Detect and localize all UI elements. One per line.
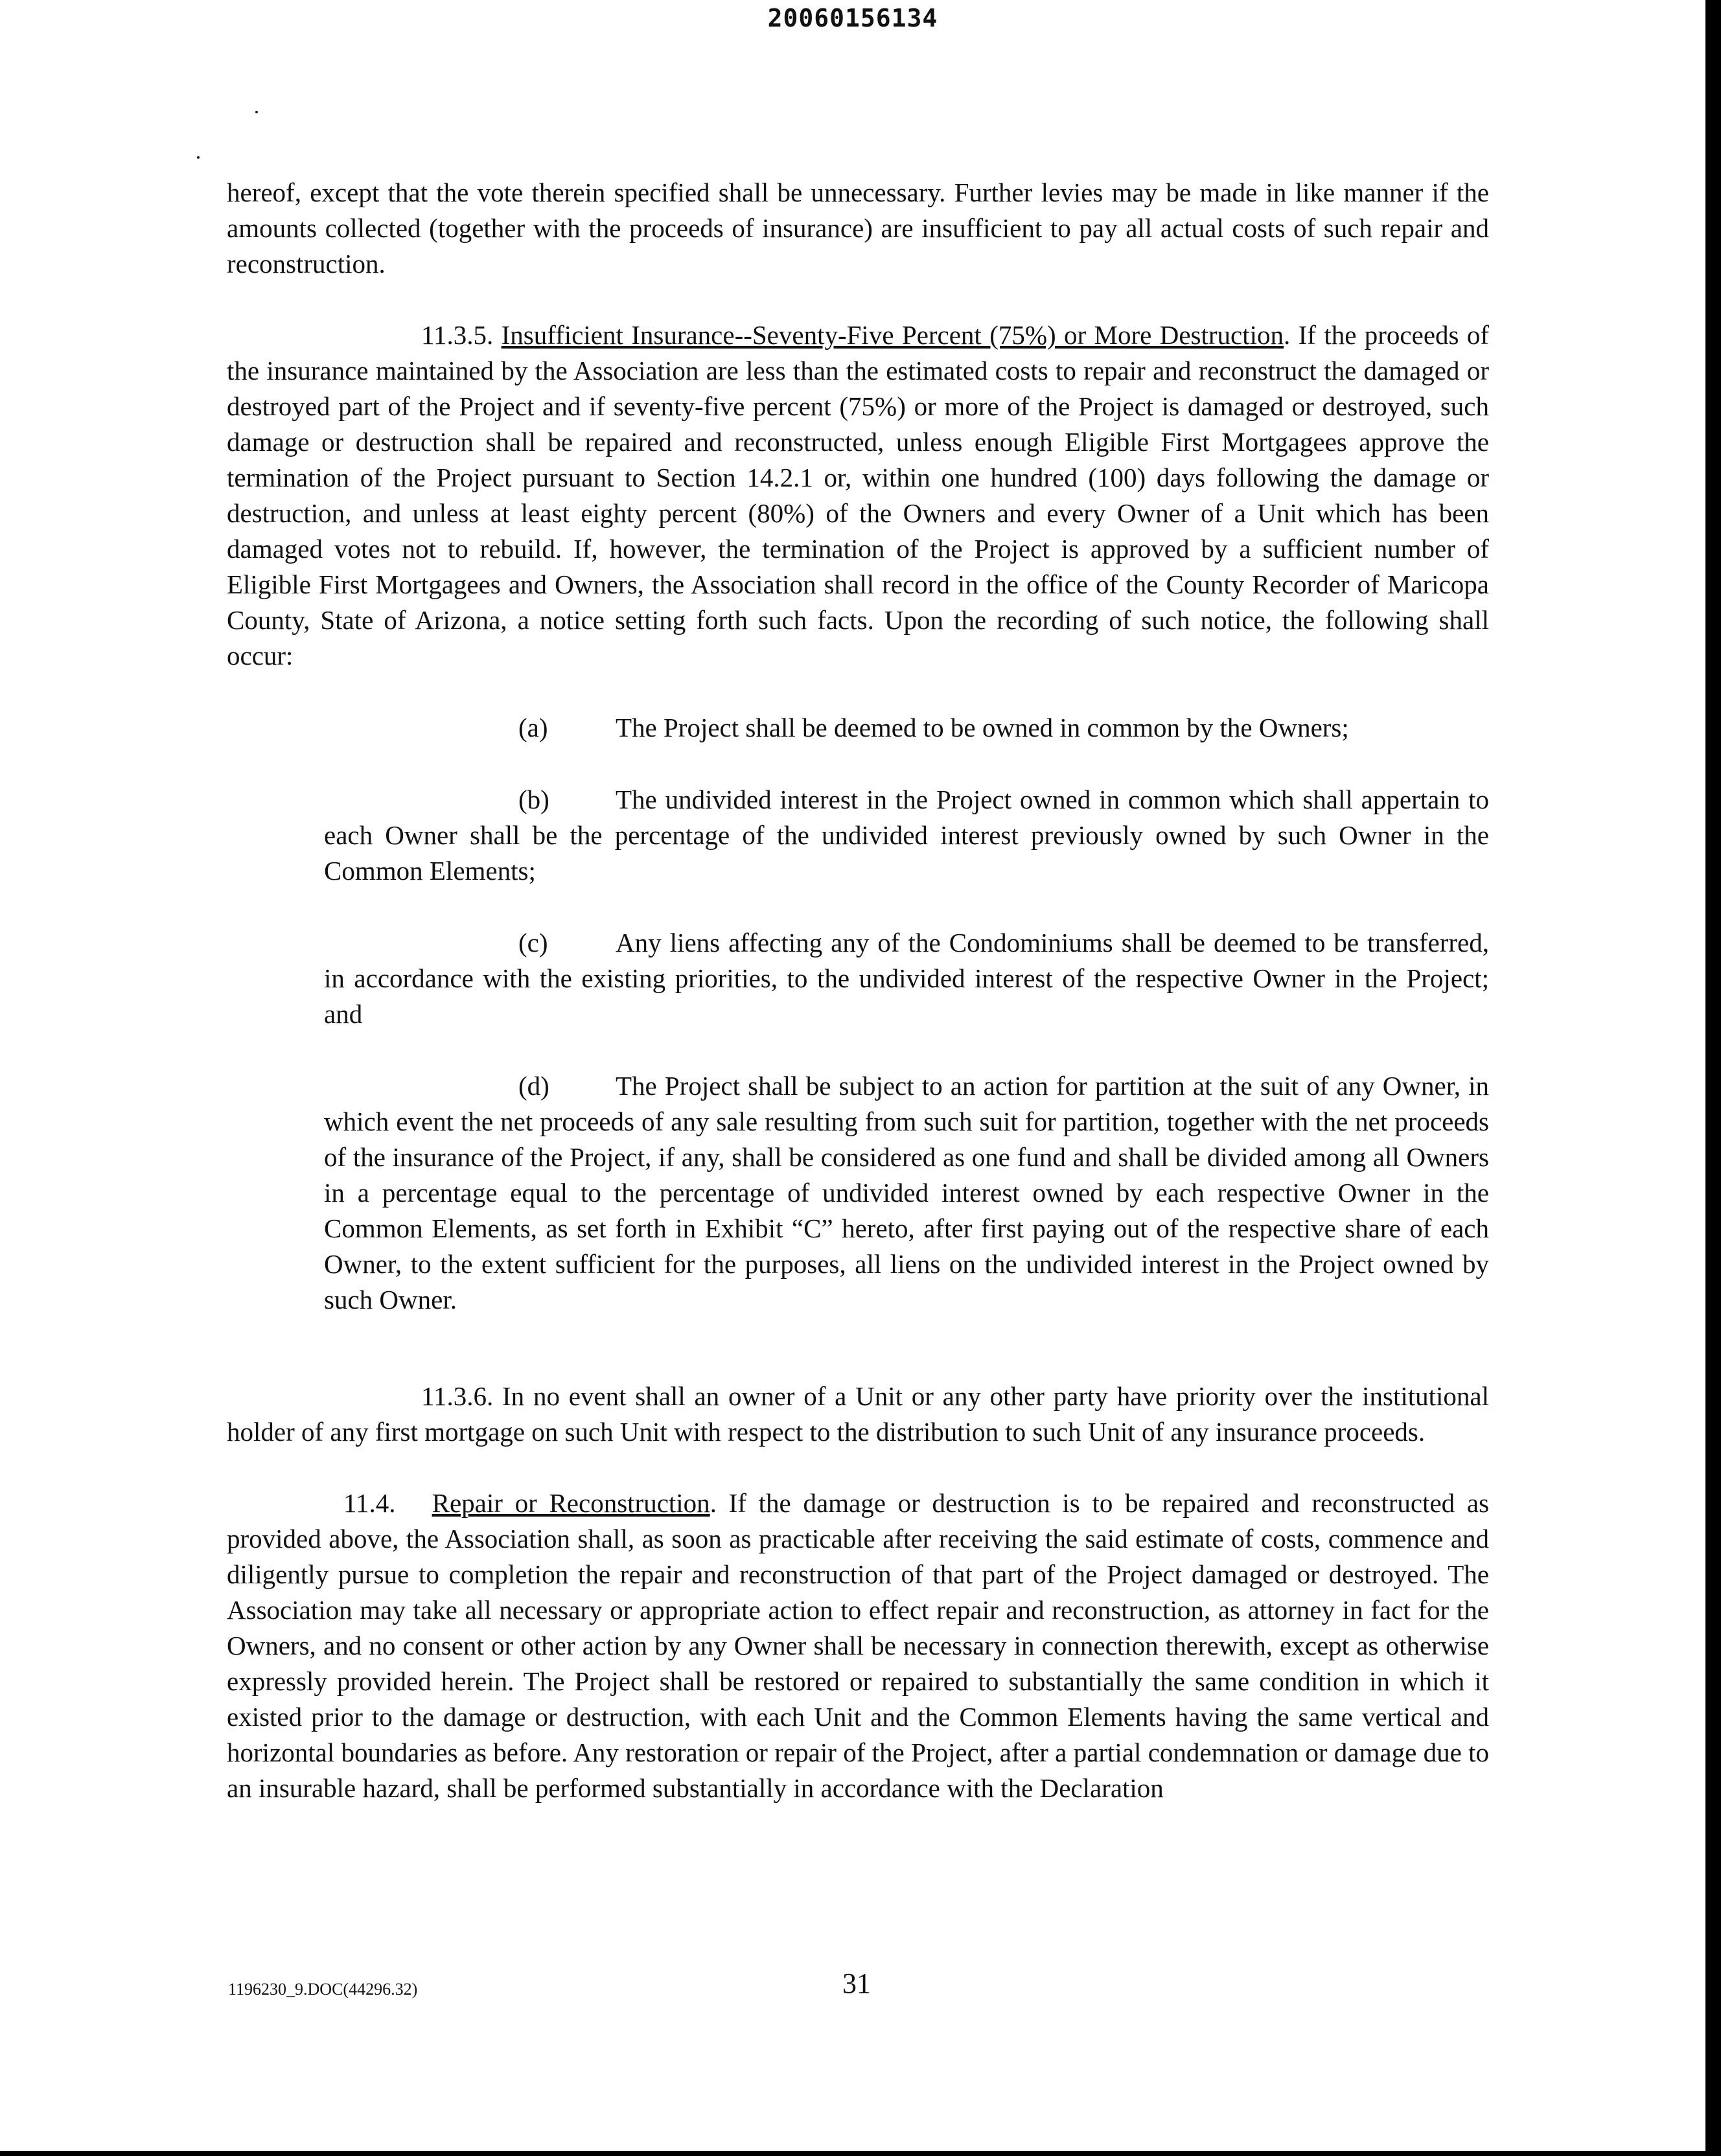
section-heading: Insufficient Insurance--Seventy-Five Percent (75%) or More Destruction xyxy=(501,320,1284,350)
section-text: If the proceeds of the insurance maintained by the Association are less than the estimated costs to repair and reconstruct the damaged or destroyed part of the Project and if seventy-five percent (75%) or more of the Project is damaged or destroyed, such damage or destruction shall be repaired and reconstructed, unless enough Eligible First Mortgagees approve the termination of the Project pursuant to Section 14.2.1 or, within one hundred (100) days following the damage or destruction, and unless at least eighty percent (80%) of the Owners and every Owner of a Unit which has been damaged votes not to rebuild. If, however, the termination of the Project is approved by a sufficient number of Eligible First Mortgagees and Owners, the Association shall record in the office of the County Recorder of Maricopa County, State of Arizona, a notice setting forth such facts. Upon the recording of such notice, the following shall occur: xyxy=(227,320,1489,671)
list-item-a xyxy=(324,710,1489,746)
item-label: (d) xyxy=(518,1071,549,1101)
item-text: The undivided interest in the Project owned in common which shall appertain to each Owner shall be the percentage of the undivided interest previously owned by such Owner in the Common Elements; xyxy=(324,785,1489,886)
document-number: 20060156134 xyxy=(767,4,938,32)
section-11-4: 11.4. Repair or Reconstruction. If the damage or destruction is to be repaired and reconstructed as provided above, the Association shall, as soon as practicable after receiving the said estimate of costs, commence and diligently pursue to completion the repair and reconstruction of that part of the Project damaged or destroyed. The Association may take all necessary or appropriate action to effect repair and reconstruction, as attorney in fact for the Owners, and no consent or other action by any Owner shall be necessary in connection therewith, except as otherwise expressly provided herein. The Project shall be restored or repaired to substantially the same condition in which it existed prior to the damage or destruction, with each Unit and the Common Elements having the same vertical and horizontal boundaries as before. Any restoration or repair of the Project, after a partial condemnation or damage due to an insurable hazard, shall be performed substantially in accordance with the Declaration xyxy=(227,1488,1490,1803)
paragraph-continuation: hereof, except that the vote therein specified shall be unnecessary. Further levies may be made in like manner if the amounts collected (together with the proceeds of insurance) are insufficient to pay all actual costs of such repair and reconstruction. xyxy=(227,178,1489,279)
scan-border-bottom xyxy=(0,2151,1721,2156)
section-number: 11.3.5. xyxy=(421,320,494,350)
list-item-d xyxy=(324,1068,1489,1318)
list-item-b xyxy=(324,782,1489,889)
scan-speck xyxy=(197,156,200,159)
page-number: 31 xyxy=(842,1967,871,1999)
section-11-3-5: 11.3.5. Insufficient Insurance--Seventy-Five Percent (75%) or More Destruction. If the proceeds of the insurance maintained by the Association are less than the estimated costs to repair and reconstruct the damaged or destroyed part of the Project and if seventy-five percent (75%) or more of the Project is damaged or destroyed, such damage or destruction shall be repaired and reconstructed, unless enough Eligible First Mortgagees approve the termination of the Project pursuant to Section 14.2.1 or, within one hundred (100) days following the damage or destruction, and unless at least eighty percent (80%) of the Owners and every Owner of a Unit which has been damaged votes not to rebuild. If, however, the termination of the Project is approved by a sufficient number of Eligible First Mortgagees and Owners, the Association shall record in the office of the County Recorder of Maricopa County, State of Arizona, a notice setting forth such facts. Upon the recording of such notice, the following shall occur: xyxy=(227,320,1489,671)
item-text: Any liens affecting any of the Condominiums shall be deemed to be transferred, in accordance with the existing priorities, to the undivided interest of the respective Owner in the Project; and xyxy=(324,928,1489,1029)
document-body xyxy=(227,175,1489,1806)
item-text: The Project shall be subject to an action for partition at the suit of any Owner, in which event the net proceeds of any sale resulting from such suit for partition, together with the net proceeds of the insurance of the Project, if any, shall be considered as one fund and shall be divided among all Owners in a percentage equal to the percentage of undivided interest owned by each respective Owner in the Common Elements, as set forth in Exhibit “C” hereto, after first paying out of the respective share of each Owner, to the extent sufficient for the purposes, all liens on the undivided interest in the Project owned by such Owner. xyxy=(324,1071,1489,1314)
scan-speck xyxy=(255,111,258,113)
section-11-3-6 xyxy=(227,1379,1489,1450)
item-text: The Project shall be deemed to be owned in common by the Owners; xyxy=(616,713,1349,742)
item-label: (c) xyxy=(518,928,548,958)
list-item-c xyxy=(324,925,1489,1032)
section-number: 11.3.6. xyxy=(421,1381,494,1411)
section-number: 11.4. xyxy=(343,1488,396,1518)
section-text: If the damage or destruction is to be repaired and reconstructed as provided above, the Association shall, as soon as practicable after receiving the said estimate of costs, commence and diligently pursue to completion the repair and reconstruction of that part of the Project damaged or destroyed. The Association may take all necessary or appropriate action to effect repair and reconstruction, as attorney in fact for the Owners, and no consent or other action by any Owner shall be necessary in connection therewith, except as otherwise expressly provided herein. The Project shall be restored or repaired to substantially the same condition in which it existed prior to the damage or destruction, with each Unit and the Common Elements having the same vertical and horizontal boundaries as before. Any restoration or repair of the Project, after a partial condemnation or damage due to an insurable hazard, shall be performed substantially in accordance with the Declaration xyxy=(227,1488,1490,1803)
item-label: (a) xyxy=(518,713,548,742)
section-heading: Repair or Reconstruction xyxy=(432,1488,710,1518)
section-text: In no event shall an owner of a Unit or any other party have priority over the institutional holder of any first mortgage on such Unit with respect to the distribution to such Unit of any insurance proceeds. xyxy=(227,1381,1489,1447)
footer-document-id: 1196230_9.DOC(44296.32) xyxy=(228,1980,418,1999)
item-label: (b) xyxy=(518,785,549,814)
scan-border-right xyxy=(1705,0,1721,2156)
